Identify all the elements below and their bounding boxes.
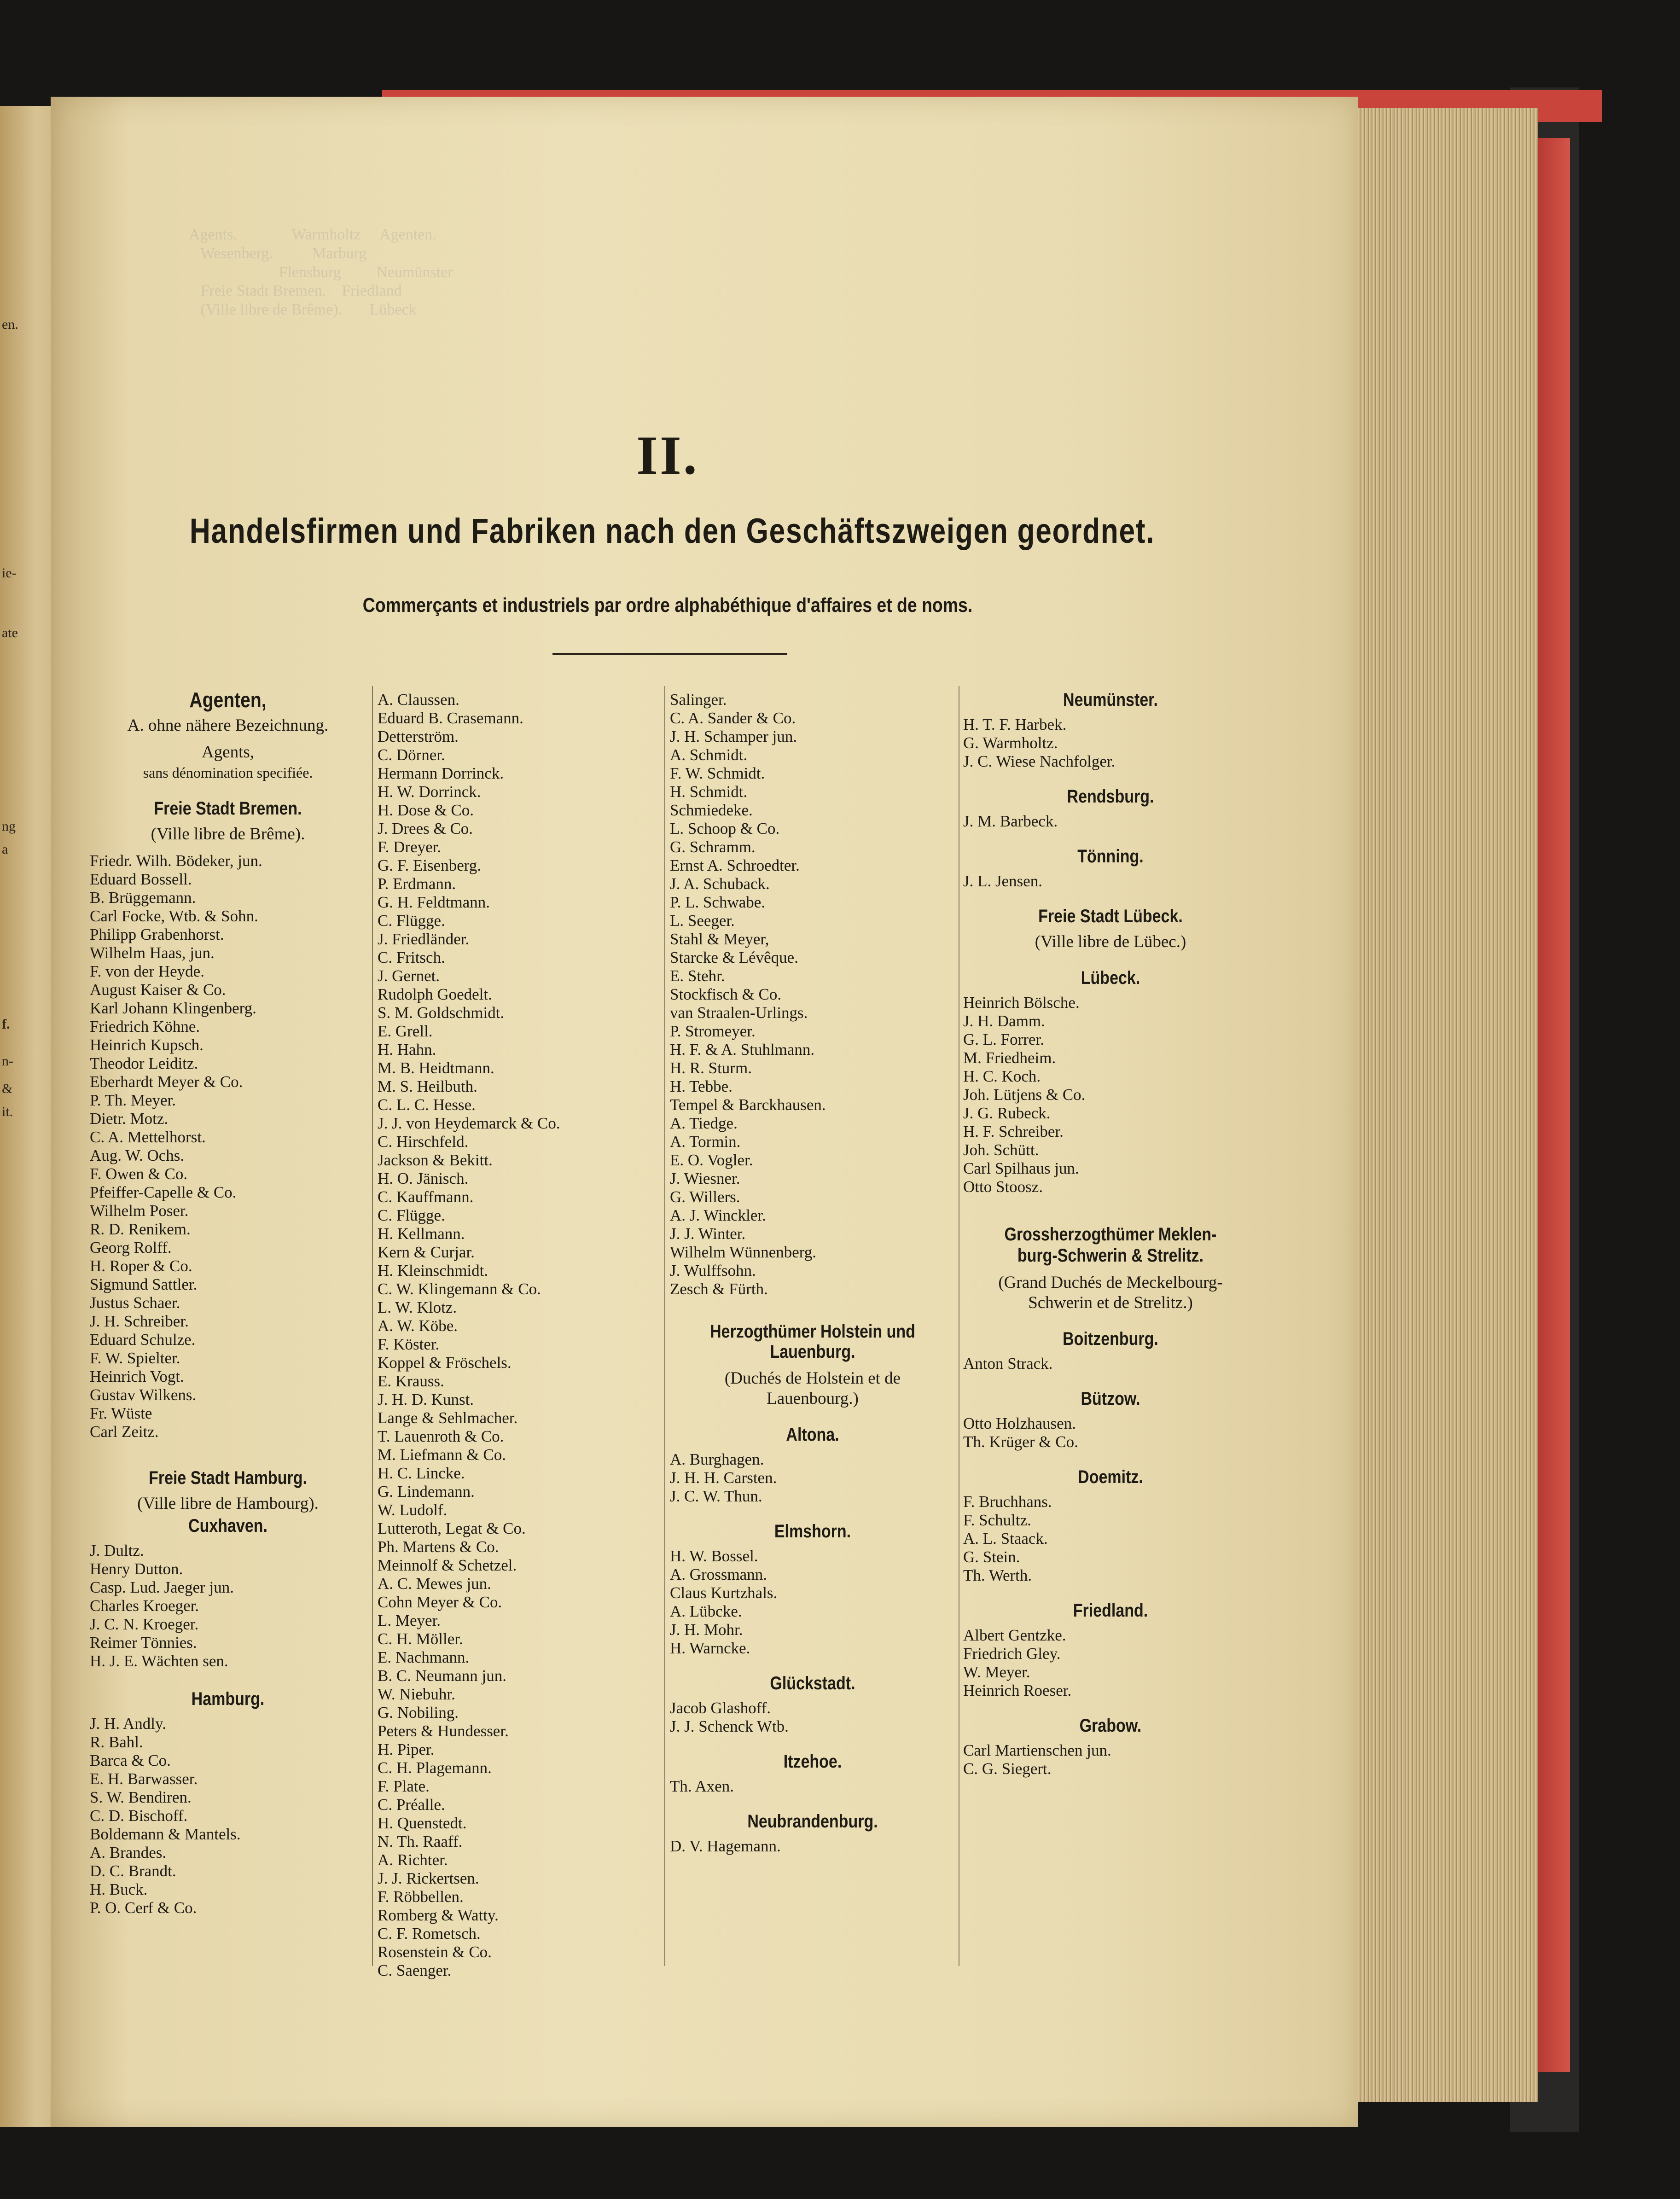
heading-line: Herzogthümer Holstein und (710, 1321, 915, 1342)
entry: Georg Rolff. (90, 1239, 172, 1257)
entry: C. H. Möller. (378, 1630, 463, 1648)
entry: P. Erdmann. (378, 875, 456, 893)
entry: Charles Kroeger. (90, 1597, 199, 1615)
list-neubrandenburg (670, 1837, 955, 1856)
entry: G. H. Feldtmann. (378, 893, 490, 911)
entry: Koppel & Fröschels. (378, 1354, 512, 1372)
entry: Casp. Lud. Jaeger jun. (90, 1578, 234, 1596)
entry: E. Krauss. (378, 1372, 444, 1390)
heading-luebeck: Lübeck. (1081, 968, 1140, 988)
entry: A. Tiedge. (670, 1114, 738, 1132)
entry: Eberhardt Meyer & Co. (90, 1073, 243, 1091)
section-numeral: II. (636, 425, 699, 486)
entry: J. Drees & Co. (378, 820, 473, 838)
entry: C. Flügge. (378, 912, 445, 930)
entry: C. A. Mettelhorst. (90, 1128, 206, 1146)
heading-toenning: Tönning. (1077, 846, 1144, 867)
entry: J. A. Schuback. (670, 875, 770, 893)
heading-line: Lauenburg. (770, 1342, 855, 1362)
entry: E. H. Barwasser. (90, 1770, 198, 1788)
list-neumuenster (963, 716, 1258, 771)
list-hamburg-continued (378, 691, 661, 1980)
entry: Justus Schaer. (90, 1294, 180, 1312)
entry: C. Préalle. (378, 1796, 445, 1814)
list-glueckstadt (670, 1699, 955, 1736)
entry: Peters & Hundesser. (378, 1722, 509, 1740)
entry: C. A. Sander & Co. (670, 709, 796, 727)
entry: N. Th. Raaff. (378, 1832, 463, 1850)
left-fragment: en. (2, 317, 18, 332)
column-divider (372, 686, 373, 1966)
entry: S. M. Goldschmidt. (378, 1004, 505, 1022)
entry: G. Stein. (963, 1548, 1020, 1566)
entry: C. D. Bischoff. (90, 1807, 188, 1825)
entry: L. Meyer. (378, 1611, 441, 1629)
left-fragment: it. (2, 1104, 13, 1119)
entry: W. Ludolf. (378, 1501, 448, 1519)
entry: J. Wulffsohn. (670, 1262, 756, 1280)
entry: Ph. Martens & Co. (378, 1538, 499, 1556)
heading-neumuenster: Neumünster. (1063, 690, 1158, 710)
entry: H. Roper & Co. (90, 1257, 192, 1275)
entry: H. O. Jänisch. (378, 1169, 469, 1187)
entry: C. L. C. Hesse. (378, 1096, 476, 1114)
entry: Meinnolf & Schetzel. (378, 1556, 517, 1574)
entry: J. H. Damm. (963, 1012, 1045, 1030)
entry: Otto Holzhausen. (963, 1414, 1076, 1432)
entry: H. Tebbe. (670, 1077, 732, 1095)
entry: J. H. H. Carsten. (670, 1469, 777, 1487)
entry: H. R. Sturm. (670, 1059, 752, 1077)
entry: Stahl & Meyer, (670, 930, 769, 948)
entry: C. G. Siegert. (963, 1760, 1052, 1778)
entry: F. W. Schmidt. (670, 764, 765, 782)
list-itzehoe (670, 1777, 955, 1796)
entry: J. Dultz. (90, 1542, 144, 1559)
column-1 (90, 688, 366, 1917)
left-fragment: f. (2, 1017, 10, 1032)
entry: C. F. Rometsch. (378, 1925, 481, 1943)
entry: L. Schoop & Co. (670, 820, 780, 838)
heading-altona: Altona. (786, 1425, 839, 1445)
entry: Theodor Leiditz. (90, 1054, 198, 1072)
entry: R. Bahl. (90, 1733, 143, 1751)
entry: Lange & Sehlmacher. (378, 1409, 518, 1427)
section-title: Handelsfirmen und Fabriken nach den Geschäftszweigen geordnet. (189, 512, 1155, 551)
entry: J. C. Wiese Nachfolger. (963, 752, 1116, 770)
entry: A. Burghagen. (670, 1450, 764, 1468)
heading-mecklenburg (985, 1224, 1236, 1266)
entry: M. S. Heilbuth. (378, 1077, 477, 1095)
left-fragment: & (2, 1081, 13, 1096)
entry: H. Kellmann. (378, 1225, 465, 1243)
entry: M. B. Heidtmann. (378, 1059, 494, 1077)
entry: August Kaiser & Co. (90, 981, 226, 999)
entry: Reimer Tönnies. (90, 1634, 197, 1652)
entry: C. Flügge. (378, 1206, 445, 1224)
entry: M. Friedheim. (963, 1049, 1056, 1067)
heading-elmshorn: Elmshorn. (774, 1521, 851, 1542)
entry: F. Owen & Co. (90, 1165, 188, 1183)
entry: A. C. Mewes jun. (378, 1575, 491, 1593)
entry: Wilhelm Poser. (90, 1202, 189, 1220)
entry: E. Nachmann. (378, 1648, 470, 1666)
entry: F. Schultz. (963, 1511, 1031, 1529)
entry: H. Warncke. (670, 1639, 750, 1657)
entry: F. Köster. (378, 1335, 440, 1353)
entry: H. Buck. (90, 1880, 148, 1898)
entry: Henry Dutton. (90, 1560, 183, 1578)
column-3 (670, 691, 955, 1856)
heading-itzehoe: Itzehoe. (783, 1751, 842, 1772)
page-edges (1344, 108, 1538, 2102)
left-fragment: n- (2, 1053, 13, 1069)
entry: Jacob Glashoff. (670, 1699, 771, 1717)
entry: G. L. Forrer. (963, 1030, 1044, 1048)
entry: D. C. Brandt. (90, 1862, 176, 1880)
entry: L. W. Klotz. (378, 1298, 457, 1316)
entry: A. Lübcke. (670, 1602, 742, 1620)
title-rule (552, 653, 787, 655)
heading-doemitz: Doemitz. (1078, 1467, 1143, 1487)
entry: H. F. & A. Stuhlmann. (670, 1041, 815, 1059)
note: (Ville libre de Hambourg). (137, 1494, 319, 1513)
entry: A. Richter. (378, 1851, 448, 1869)
entry: J. L. Jensen. (963, 872, 1043, 890)
entry: Schmiedeke. (670, 801, 753, 819)
entry: Fr. Wüste (90, 1404, 152, 1422)
entry: Eduard Schulze. (90, 1331, 196, 1349)
heading-friedland: Friedland. (1073, 1600, 1148, 1621)
list-buetzow (963, 1414, 1258, 1451)
note: A. ohne nähere Bezeichnung. (127, 716, 329, 735)
entry: Cohn Meyer & Co. (378, 1593, 502, 1611)
entry: S. W. Bendiren. (90, 1788, 192, 1806)
entry: J. C. N. Kroeger. (90, 1615, 199, 1633)
entry: Carl Focke, Wtb. & Sohn. (90, 907, 258, 925)
entry: P. O. Cerf & Co. (90, 1899, 197, 1917)
entry: Carl Martienschen jun. (963, 1741, 1111, 1759)
heading-boitzenburg: Boitzenburg. (1063, 1329, 1158, 1349)
entry: Heinrich Kupsch. (90, 1036, 203, 1054)
entry: P. Th. Meyer. (90, 1091, 176, 1109)
list-cuxhaven (90, 1542, 366, 1670)
entry: Stockfisch & Co. (670, 985, 782, 1003)
left-fragment: ie- (2, 565, 17, 581)
list-bremen (90, 852, 366, 1441)
entry: Friedrich Köhne. (90, 1018, 200, 1036)
entry: Philipp Grabenhorst. (90, 925, 224, 943)
entry: C. H. Plagemann. (378, 1759, 492, 1777)
entry: J. G. Rubeck. (963, 1104, 1051, 1122)
entry: Th. Axen. (670, 1777, 734, 1795)
entry: Friedr. Wilh. Bödeker, jun. (90, 852, 262, 870)
note: Lauenbourg.) (767, 1389, 859, 1408)
entry: G. Warmholtz. (963, 734, 1058, 752)
note: Schwerin et de Strelitz.) (1028, 1293, 1193, 1312)
entry: Albert Gentzke. (963, 1626, 1066, 1644)
entry: J. H. Andly. (90, 1715, 166, 1733)
list-doemitz (963, 1493, 1258, 1585)
entry: F. Dreyer. (378, 838, 442, 856)
entry: B. Brüggemann. (90, 889, 196, 907)
column-4 (963, 691, 1258, 1778)
list-altona (670, 1450, 955, 1506)
column-2 (378, 691, 661, 1980)
entry: R. D. Renikem. (90, 1220, 191, 1238)
column-divider (664, 686, 665, 1966)
entry: J. H. D. Kunst. (378, 1390, 474, 1408)
entry: G. Lindemann. (378, 1483, 475, 1501)
entry: A. W. Köbe. (378, 1317, 458, 1335)
entry: J. J. Rickertsen. (378, 1869, 479, 1887)
list-hamburg (90, 1715, 366, 1917)
entry: D. V. Hagemann. (670, 1837, 781, 1855)
heading-glueckstadt: Glückstadt. (770, 1673, 855, 1693)
entry: J. H. Schamper jun. (670, 727, 797, 745)
heading-luebeck-state: Freie Stadt Lübeck. (1038, 906, 1183, 926)
entry: Starcke & Lévêque. (670, 948, 798, 966)
entry: J. C. W. Thun. (670, 1487, 762, 1505)
entry: H. W. Bossel. (670, 1547, 758, 1565)
heading-rendsburg: Rendsburg. (1067, 786, 1154, 807)
entry: F. Röbbellen. (378, 1888, 464, 1906)
entry: E. Stehr. (670, 967, 725, 985)
entry: G. Schramm. (670, 838, 756, 856)
heading-hamburg: Hamburg. (191, 1689, 265, 1709)
list-toenning (963, 872, 1258, 890)
note: (Ville libre de Brême). (151, 825, 305, 844)
entry: Joh. Schütt. (963, 1141, 1039, 1159)
note: Agents, (201, 743, 255, 762)
entry: J. J. Schenck Wtb. (670, 1717, 789, 1735)
entry: Romberg & Watty. (378, 1906, 499, 1924)
heading-neubrandenburg: Neubrandenburg. (747, 1811, 878, 1832)
entry: F. Plate. (378, 1777, 430, 1795)
entry: T. Lauenroth & Co. (378, 1427, 504, 1445)
entry: H. Dose & Co. (378, 801, 474, 819)
entry: J. J. von Heydemarck & Co. (378, 1114, 560, 1132)
entry: Heinrich Vogt. (90, 1367, 184, 1385)
heading-line: burg-Schwerin & Strelitz. (1017, 1245, 1204, 1266)
entry: Claus Kurtzhals. (670, 1584, 778, 1602)
entry: H. C. Koch. (963, 1067, 1041, 1085)
entry: C. Saenger. (378, 1961, 452, 1979)
entry: M. Liefmann & Co. (378, 1446, 506, 1464)
heading-cuxhaven: Cuxhaven. (188, 1516, 267, 1536)
red-cover-side (1538, 138, 1570, 2072)
entry: P. L. Schwabe. (670, 893, 766, 911)
entry: H. Schmidt. (670, 783, 748, 801)
section-subtitle: Commerçants et industriels par ordre alphabéthique d'affaires et de noms. (362, 594, 973, 617)
entry: A. Schmidt. (670, 746, 748, 764)
entry: J. Gernet. (378, 967, 440, 985)
entry: Carl Spilhaus jun. (963, 1159, 1079, 1177)
entry: Lutteroth, Legat & Co. (378, 1519, 526, 1537)
note: (Duchés de Holstein et de (724, 1369, 901, 1388)
entry: A. Claussen. (378, 691, 459, 709)
heading-line: Grossherzogthümer Meklen- (1004, 1224, 1217, 1245)
entry: C. Fritsch. (378, 948, 445, 966)
entry: Tempel & Barckhausen. (670, 1096, 826, 1114)
heading-agenten: Agenten, (189, 688, 267, 712)
entry: Sigmund Sattler. (90, 1275, 198, 1293)
entry: Joh. Lütjens & Co. (963, 1086, 1086, 1104)
entry: Jackson & Bekitt. (378, 1151, 493, 1169)
entry: H. W. Dorrinck. (378, 783, 481, 801)
entry: Rudolph Goedelt. (378, 985, 492, 1003)
entry: A. J. Winckler. (670, 1206, 766, 1224)
note: (Ville libre de Lübec.) (1035, 932, 1186, 951)
entry: H. F. Schreiber. (963, 1123, 1064, 1140)
entry: Dietr. Motz. (90, 1110, 169, 1128)
heading-holstein (692, 1321, 934, 1362)
entry: Detterström. (378, 727, 459, 745)
heading-grabow: Grabow. (1079, 1716, 1142, 1736)
entry: H. Hahn. (378, 1041, 436, 1059)
entry: A. L. Staack. (963, 1530, 1048, 1547)
entry: J. J. Winter. (670, 1225, 746, 1243)
entry: C. W. Klingemann & Co. (378, 1280, 541, 1298)
entry: F. W. Spielter. (90, 1349, 180, 1367)
heading-bremen: Freie Stadt Bremen. (154, 798, 302, 819)
entry: F. von der Heyde. (90, 962, 204, 980)
entry: Gustav Wilkens. (90, 1386, 197, 1404)
entry: E. Grell. (378, 1022, 433, 1040)
list-friedland (963, 1626, 1258, 1700)
entry: P. Stromeyer. (670, 1022, 756, 1040)
entry: W. Meyer. (963, 1663, 1030, 1681)
entry: Barca & Co. (90, 1751, 171, 1769)
entry: J. Friedländer. (378, 930, 470, 948)
entry: H. T. F. Harbek. (963, 716, 1067, 733)
entry: B. C. Neumann jun. (378, 1667, 506, 1685)
entry: J. M. Barbeck. (963, 812, 1058, 830)
entry: Ernst A. Schroedter. (670, 856, 800, 874)
left-fragment: a (2, 842, 8, 857)
list-elmshorn (670, 1547, 955, 1658)
entry: H. J. E. Wächten sen. (90, 1652, 228, 1670)
entry: H. Quenstedt. (378, 1814, 467, 1832)
entry: Th. Werth. (963, 1566, 1032, 1584)
entry: A. Brandes. (90, 1844, 167, 1862)
list-luebeck (963, 994, 1258, 1196)
entry: C. Hirschfeld. (378, 1133, 469, 1151)
list-boitzenburg (963, 1355, 1258, 1373)
entry: Anton Strack. (963, 1355, 1053, 1373)
left-fragment: ng (2, 819, 16, 834)
entry: Rosenstein & Co. (378, 1943, 492, 1961)
entry: Hermann Dorrinck. (378, 764, 504, 782)
entry: A. Tormin. (670, 1133, 741, 1151)
heading-hamburg-state: Freie Stadt Hamburg. (149, 1468, 307, 1488)
entry: J. H. Schreiber. (90, 1312, 189, 1330)
entry: Pfeiffer-Capelle & Co. (90, 1183, 237, 1201)
entry: G. F. Eisenberg. (378, 856, 482, 874)
entry: J. Wiesner. (670, 1169, 740, 1187)
entry: F. Bruchhans. (963, 1493, 1052, 1511)
note: (Grand Duchés de Meckelbourg- (998, 1273, 1223, 1292)
entry: H. Piper. (378, 1740, 435, 1758)
entry: Eduard Bossell. (90, 870, 192, 888)
entry: A. Grossmann. (670, 1565, 767, 1583)
entry: Eduard B. Crasemann. (378, 709, 523, 727)
entry: Friedrich Gley. (963, 1645, 1061, 1663)
entry: C. Dörner. (378, 746, 445, 764)
entry: H. Kleinschmidt. (378, 1262, 488, 1280)
entry: Th. Krüger & Co. (963, 1433, 1078, 1451)
entry: Kern & Curjar. (378, 1243, 475, 1261)
note: sans dénomination specifiée. (143, 764, 313, 781)
entry: Heinrich Roeser. (963, 1681, 1072, 1699)
entry: Wilhelm Wünnenberg. (670, 1243, 817, 1261)
entry: Wilhelm Haas, jun. (90, 944, 215, 962)
heading-buetzow: Bützow. (1081, 1389, 1140, 1409)
entry: C. Kauffmann. (378, 1188, 474, 1206)
entry: Boldemann & Mantels. (90, 1825, 241, 1843)
entry: G. Willers. (670, 1188, 740, 1206)
entry: Heinrich Bölsche. (963, 994, 1080, 1012)
entry: E. O. Vogler. (670, 1151, 753, 1169)
entry: G. Nobiling. (378, 1704, 459, 1722)
entry: H. C. Lincke. (378, 1464, 465, 1482)
entry: Zesch & Fürth. (670, 1280, 768, 1298)
entry: L. Seeger. (670, 912, 735, 930)
entry: J. H. Mohr. (670, 1621, 743, 1639)
list-grabow (963, 1741, 1258, 1778)
entry: Aug. W. Ochs. (90, 1146, 185, 1164)
bleed-through-text: Agents. Warmholtz Agenten. Wesenberg. Marburg Flensburg Neumünster Freie Stadt Bremen. Friedland (Ville libre de Brême). Lübeck (189, 226, 453, 319)
entry: Otto Stoosz. (963, 1178, 1043, 1196)
entry: van Straalen-Urlings. (670, 1004, 808, 1022)
list-rendsburg (963, 812, 1258, 831)
entry: Karl Johann Klingenberg. (90, 999, 256, 1017)
entry: W. Niebuhr. (378, 1685, 455, 1703)
left-fragment: ate (2, 625, 18, 640)
entry: Carl Zeitz. (90, 1423, 159, 1441)
list-hamburg-continued-2 (670, 691, 955, 1298)
entry: Salinger. (670, 691, 727, 709)
